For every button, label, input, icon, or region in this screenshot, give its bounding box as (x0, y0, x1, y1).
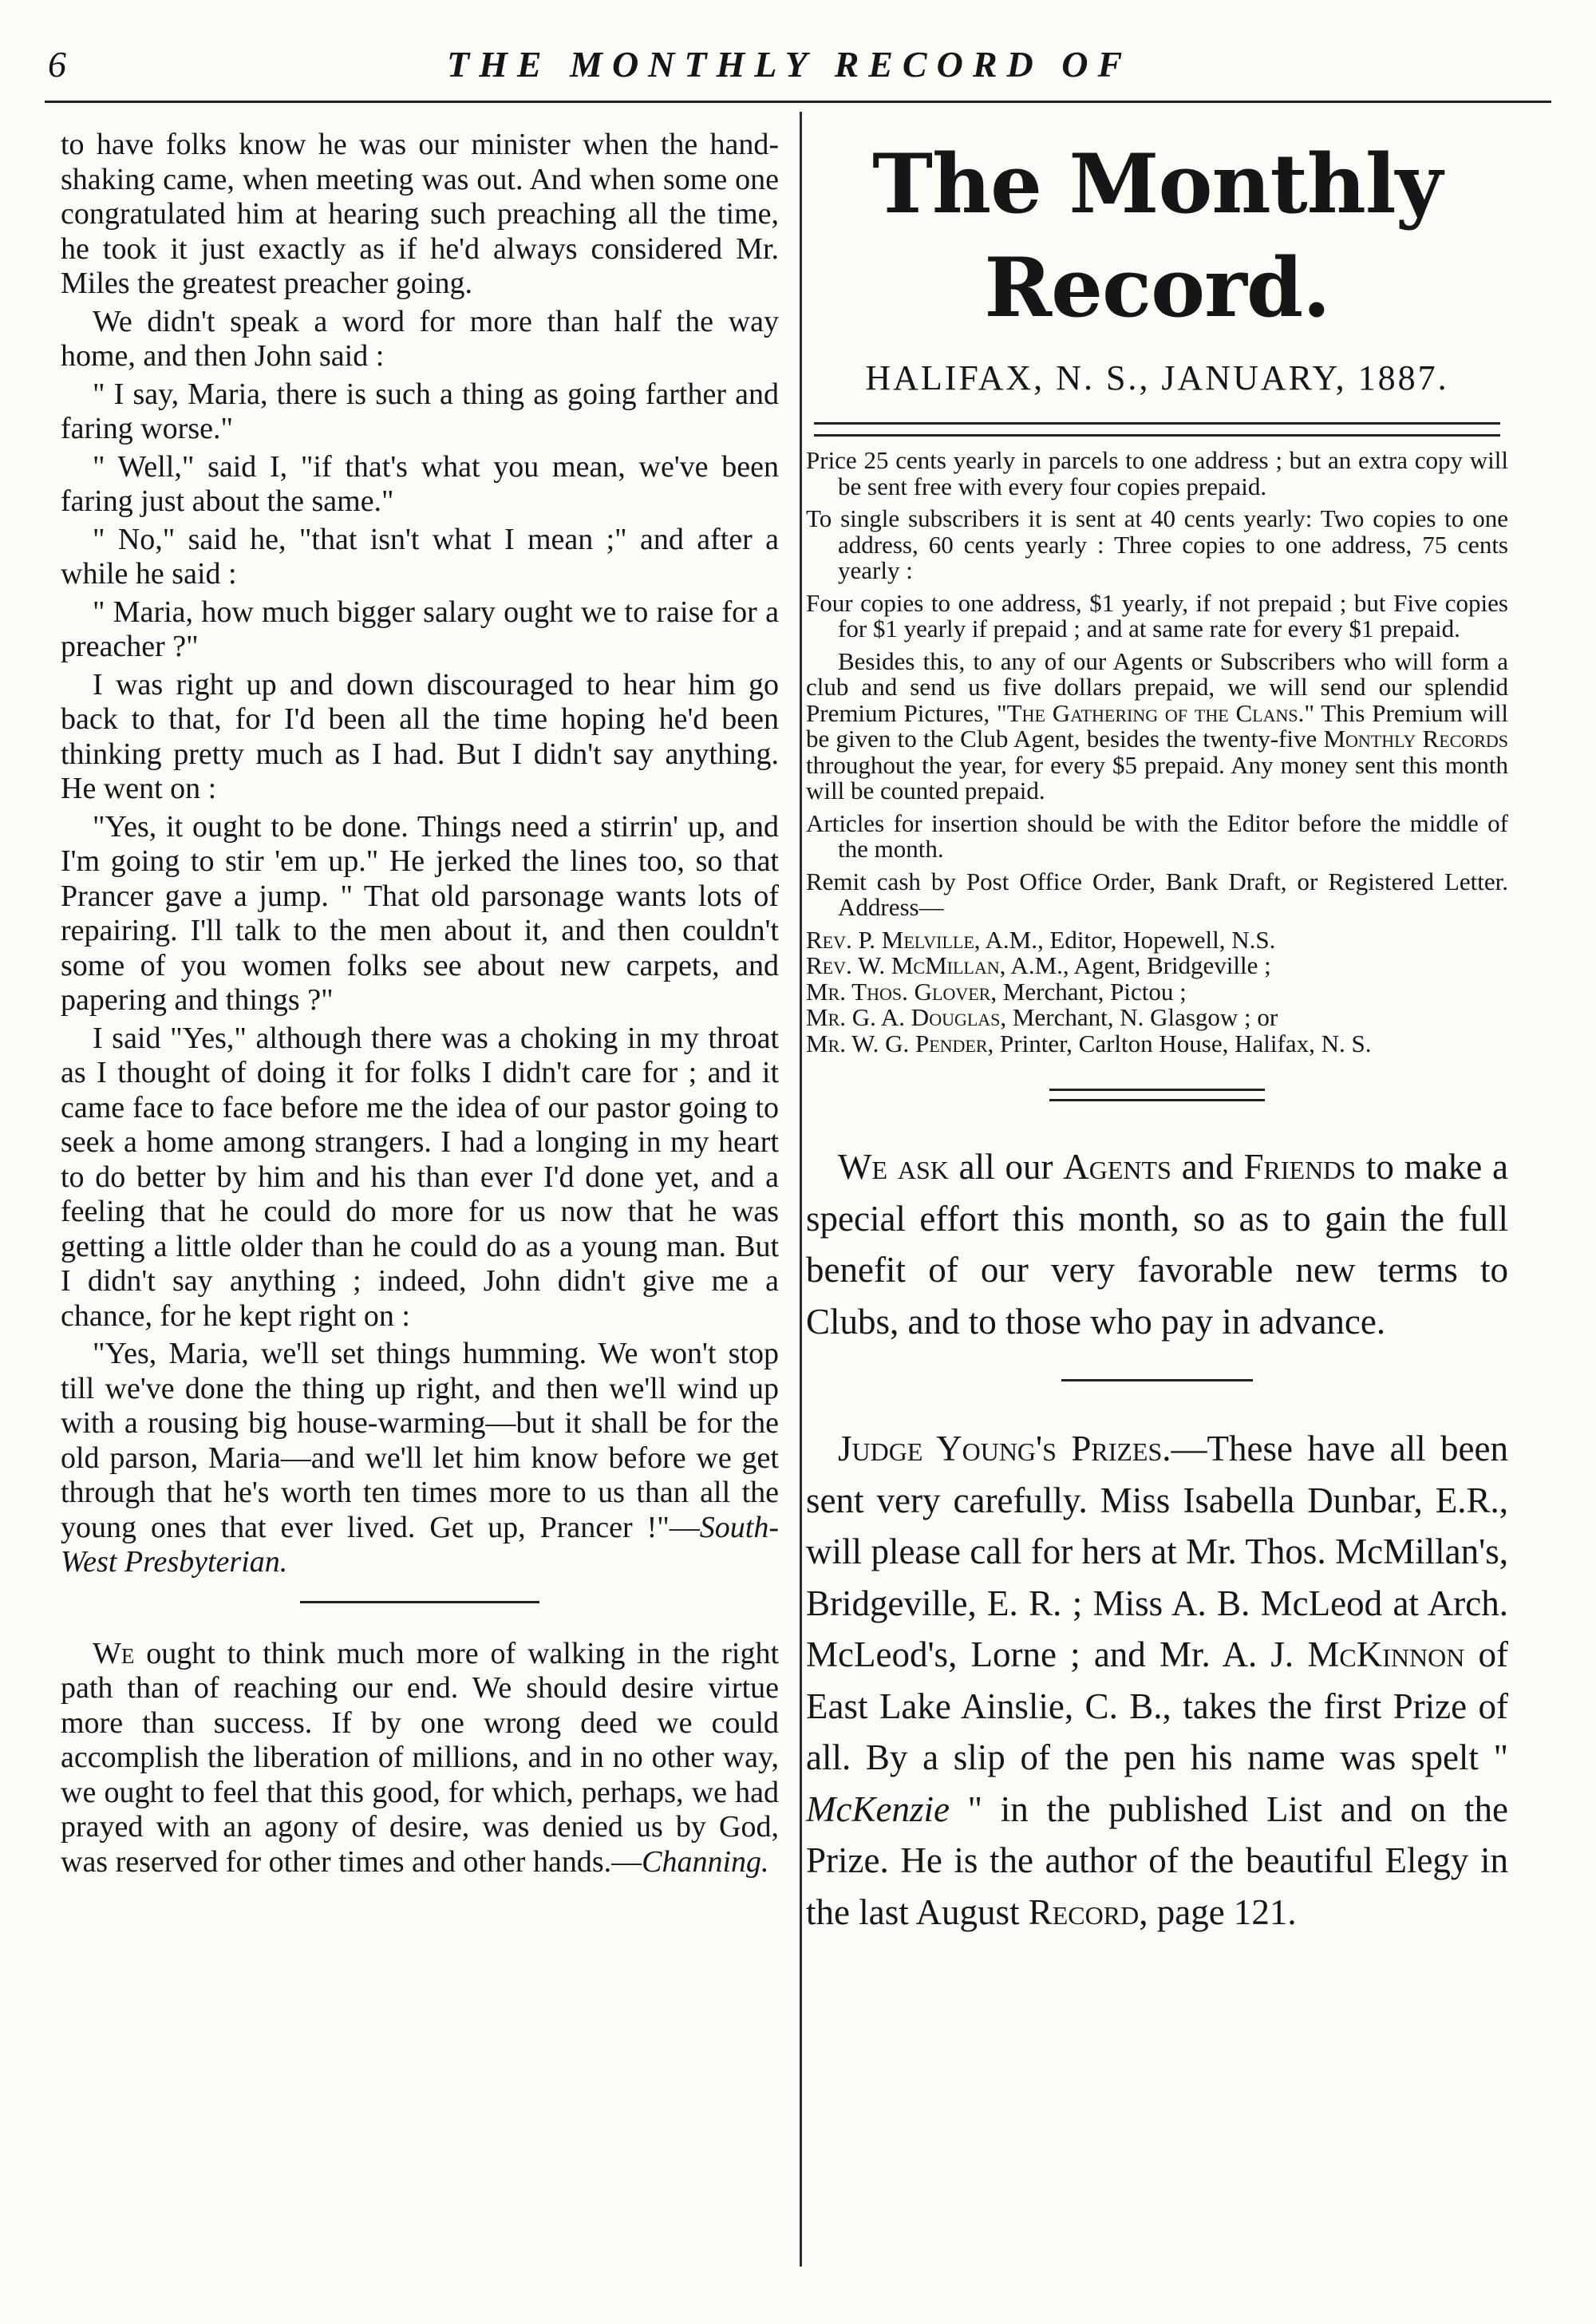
address-line (806, 979, 1508, 1006)
address-detail: , Printer, Carlton House, Halifax, N. S. (987, 1029, 1372, 1057)
address-name: Mr. W. G. Pender (806, 1029, 988, 1057)
terms-paragraph: Price 25 cents yearly in parcels to one address ; but an extra copy will be sent free with every four copies prepaid. (806, 446, 1508, 500)
address-name: Mr. Thos. Glover (806, 977, 991, 1006)
prizes-misspelt-name: McKenzie (806, 1788, 950, 1829)
story-paragraph: " I say, Maria, there is such a thing as going farther and faring worse." (61, 377, 779, 445)
story-paragraph: We didn't speak a word for more than half the way home, and then John said : (61, 304, 779, 373)
address-detail: , Merchant, N. Glasgow ; or (1000, 1003, 1278, 1031)
address-line (806, 927, 1508, 954)
address-detail: , Agent, Bridgeville ; (1062, 951, 1271, 979)
premium-text: Besides this, to any of our Agents or Subscribers who will form a club and send us five dollars prepaid, we will send our splendid Premium Pictures, " (806, 646, 1508, 727)
prizes-notice (806, 1423, 1508, 1938)
double-separator (1049, 1089, 1265, 1101)
left-column (61, 128, 779, 1883)
dateline: HALIFAX, N. S., JANUARY, 1887. (865, 358, 1449, 397)
section-separator (1061, 1379, 1253, 1381)
story-paragraph: I said "Yes," although there was a choking in my throat as I thought of doing it for folks I didn't care for ; and it came face to face before me the idea of our pastor going to seek a home among strangers. I had a longing in my heart to do better by him and his than ever I'd done yet, and a feeling that he could do more for us now that he was getting a little older than he could do as a young man. But I didn't say anything ; indeed, John didn't give me a chance, for he kept right on : (61, 1021, 779, 1333)
terms-paragraph: Remit cash by Post Office Order, Bank Draft, or Registered Letter. Address— (806, 867, 1508, 921)
double-rule (814, 422, 1500, 437)
channing-text: ought to think much more of walking in the right path than of reaching our end. We should desire virtue more than success. If by one wrong deed we could accomplish the liberation of millions, and in no other way, we ought to feel that this good, for which, perhaps, we had prayed with an agony of desire, was denied us by God, was reserved for other times and other hands.— (61, 1636, 779, 1879)
channing-lead: We (93, 1636, 135, 1670)
address-name: Mr. G. A. Douglas (806, 1003, 1001, 1031)
prizes-text: , page 121. (1139, 1891, 1297, 1932)
terms-paragraph: To single subscribers it is sent at 40 cents yearly: Two copies to one address, 60 cents yearly : Three copies to one address, 75 cents yearly : (806, 504, 1508, 584)
premium-publication: Monthly Records (1323, 725, 1508, 753)
channing-quote (61, 1637, 779, 1880)
section-separator (300, 1601, 539, 1603)
story-paragraph: " Maria, how much bigger salary ought we to raise for a preacher ?" (61, 595, 779, 663)
terms-paragraph: Articles for insertion should be with the Editor before the middle of the month. (806, 808, 1508, 863)
story-citation: South-West Presbyterian. (61, 1510, 779, 1579)
page-header (0, 0, 1596, 96)
notice-text: all our (948, 1147, 1064, 1187)
story-text: "Yes, Maria, we'll set things humming. We won't stop till we've done the thing up right, and then we'll wind up with a rousing big house-warming—but it shall be for the old parson, Maria—and we'll let him know before we get through that he's worth ten times more to us than all the young ones that ever lived. Get up, Prancer !"— (61, 1337, 779, 1544)
header-rule (45, 101, 1551, 103)
story-paragraph: " Well," said I, "if that's what you mean, we've been faring just about the same." (61, 449, 779, 518)
address-line (806, 1005, 1508, 1031)
prizes-text: " in the published List and on the Prize. He is the author of the beautiful Elegy in the last August (806, 1788, 1508, 1932)
subscription-terms (806, 448, 1508, 1057)
address-line (806, 953, 1508, 979)
prizes-winner-name: McKinnon (1307, 1634, 1465, 1674)
agents-notice (806, 1141, 1508, 1347)
address-name: Rev. W. McMillan, A.M. (806, 951, 1063, 979)
premium-text: " This Premium will be given to the Club Agent, besides the twenty-five (806, 698, 1508, 753)
notice-agents: Agents (1063, 1147, 1171, 1187)
address-line (806, 1031, 1508, 1057)
prizes-text: of East Lake Ainslie, C. B., takes the first Prize of all. By a slip of the pen his name was spelt " (806, 1634, 1508, 1777)
prizes-record: Record (1028, 1891, 1140, 1932)
notice-friends: Friends (1243, 1147, 1357, 1187)
premium-paragraph (806, 646, 1508, 804)
address-detail: , Merchant, Pictou ; (990, 977, 1187, 1006)
premium-text: throughout the year, for every $5 prepaid. Any money sent this month will be counted prepaid. (806, 750, 1508, 804)
prizes-heading: Judge Young's Prizes. (838, 1429, 1171, 1468)
channing-citation: Channing. (642, 1844, 769, 1879)
story-paragraph-final (61, 1337, 779, 1580)
terms-paragraph: Four copies to one address, $1 yearly, if not prepaid ; but Five copies for $1 yearly if prepaid ; and at same rate for every $1 prepaid. (806, 588, 1508, 642)
notice-text: to make a special effort this month, so as to gain the full benefit of our very favorable new terms to Clubs, and to those who pay in advance. (806, 1147, 1508, 1342)
story-paragraph: I was right up and down discouraged to hear him go back to that, for I'd been all the time hoping he'd been thinking pretty much as I had. But I didn't say anything. He went on : (61, 667, 779, 805)
story-paragraph: to have folks know he was our minister when the hand-shaking came, when meeting was out. And when some one congratulated him at hearing such preaching all the time, he took it just exactly as if he'd always considered Mr. Miles the greatest preacher going. (61, 128, 779, 300)
address-name: Rev. P. Melville, A.M. (806, 925, 1037, 954)
page-number: 6 (48, 44, 66, 85)
premium-title: The Gathering of the Clans. (1006, 698, 1305, 727)
prizes-text: —These have all been sent very carefully. Miss Isabella Dunbar, E.R., will please call for hers at Mr. Thos. McMillan's, Bridgeville, E. R. ; Miss A. B. McLeod at Arch. McLeod's, Lorne ; and Mr. A. J. (806, 1429, 1508, 1674)
running-title: THE MONTHLY RECORD OF (447, 44, 1132, 85)
story-paragraph: " No," said he, "that isn't what I mean ;" and after a while he said : (61, 522, 779, 591)
address-detail: , Editor, Hopewell, N.S. (1037, 925, 1276, 954)
notice-lead: We ask (838, 1147, 949, 1187)
notice-text: and (1171, 1147, 1244, 1187)
column-divider (800, 112, 802, 2267)
story-paragraph: "Yes, it ought to be done. Things need a stirrin' up, and I'm going to stir 'em up." He jerked the lines too, so that Prancer gave a jump. " That old parsonage wants lots of repairing. I'll talk to the men about it, and then couldn't some of you women folks see about new carpets, and papering and things ?" (61, 809, 779, 1017)
masthead: The Monthly Record. (872, 136, 1442, 336)
right-column (806, 128, 1508, 1938)
